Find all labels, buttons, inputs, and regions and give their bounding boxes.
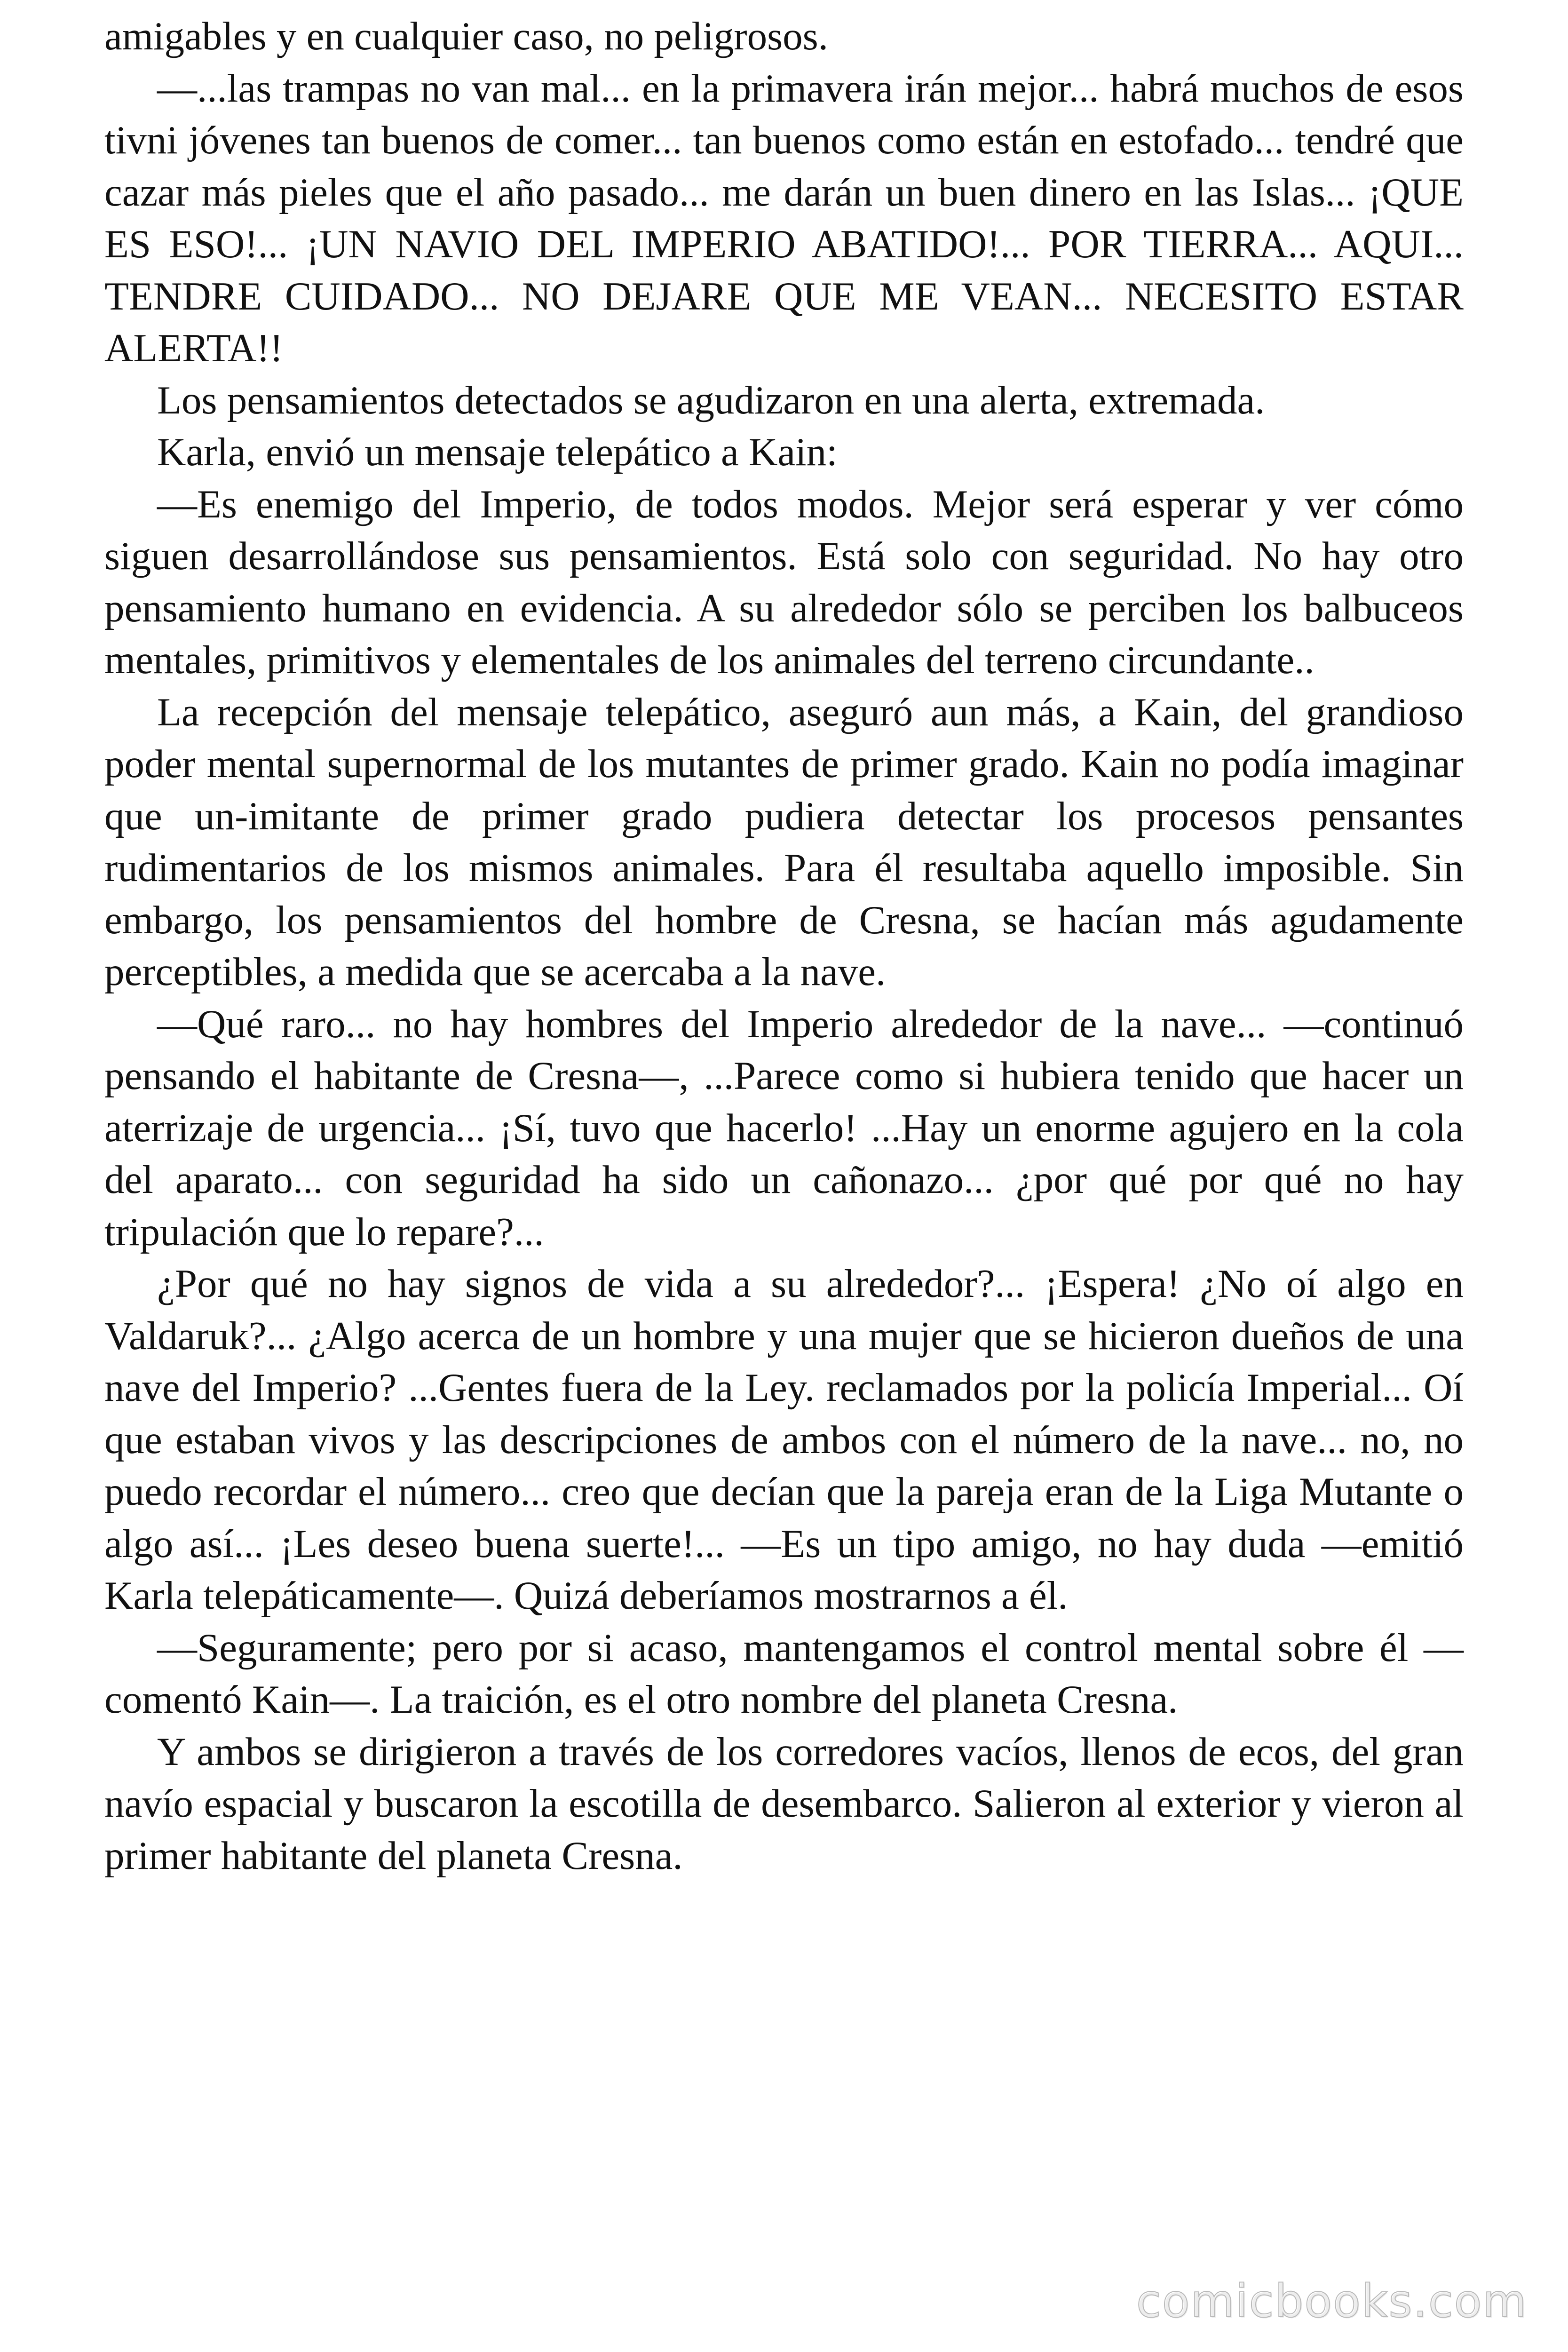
paragraph-9: —Seguramente; pero por si acaso, mantengamos el control mental sobre él —comentó Kain—. La traición, es el otro nombre del planeta Cresna.: [104, 1625, 1464, 1722]
watermark: comicbooks.com: [1136, 2275, 1528, 2328]
paragraph-10: Y ambos se dirigieron a través de los corredores vacíos, llenos de ecos, del gran navío espacial y buscaron la escotilla de desembarco. Salieron al exterior y vieron al primer habitante del planeta Cresna.: [104, 1729, 1464, 1878]
paragraph-4: Karla, envió un mensaje telepático a Kain:: [157, 430, 838, 474]
paragraph-6: La recepción del mensaje telepático, aseguró aun más, a Kain, del grandioso poder mental supernormal de los mutantes de primer grado. Kain no podía imaginar que un-imitante de primer grado pudiera detectar los procesos pensantes rudimentarios de los mismos animales. Para él resultaba aquello imposible. Sin embargo, los pensamientos del hombre de Cresna, se hacían más agudamente perceptibles, a medida que se acercaba a la nave.: [104, 690, 1464, 994]
paragraph-2: —...las trampas no van mal... en la primavera irán mejor... habrá muchos de esos tivni jóvenes tan buenos de comer... tan buenos como están en estofado... tendré que cazar más pieles que el año pasado... me darán un buen dinero en las Islas... ¡QUE ES ESO!... ¡UN NAVIO DEL IMPERIO ABATIDO!... POR TIERRA... AQUI... TENDRE CUIDADO... NO DEJARE QUE ME VEAN... NECESITO ESTAR ALERTA!!: [104, 66, 1464, 370]
paragraph-8: ¿Por qué no hay signos de vida a su alrededor?... ¡Espera! ¿No oí algo en Valdaruk?... ¿Algo acerca de un hombre y una mujer que se hicieron dueños de una nave del Imperio? ...Gentes fuera de la Ley. reclamados por la policía Imperial... Oí que estaban vivos y las descripciones de ambos con el número de la nave... no, no puedo recordar el número... creo que decían que la pareja eran de la Liga Mutante o algo así... ¡Les deseo buena suerte!... —Es un tipo amigo, no hay duda —emitió Karla telepáticamente—. Quizá deberíamos mostrarnos a él.: [104, 1262, 1464, 1618]
paragraph-7: —Qué raro... no hay hombres del Imperio alrededor de la nave... —continuó pensando el habitante de Cresna—, ...Parece como si hubiera tenido que hacer un aterrizaje de urgencia... ¡Sí, tuvo que hacerlo! ...Hay un enorme agujero en la cola del aparato... con seguridad ha sido un cañonazo... ¿por qué por qué no hay tripulación que lo repare?...: [104, 1001, 1464, 1254]
paragraph-3: Los pensamientos detectados se agudizaron en una alerta, extremada.: [157, 378, 1265, 422]
paragraph-5: —Es enemigo del Imperio, de todos modos. Mejor será esperar y ver cómo siguen desarrollándose sus pensamientos. Está solo con seguridad. No hay otro pensamiento humano en evidencia. A su alrededor sólo se perciben los balbuceos mentales, primitivos y elementales de los animales del terreno circundante..: [104, 482, 1464, 682]
paragraph-1: amigables y en cualquier caso, no peligrosos.: [104, 14, 829, 58]
body-text: [104, 10, 1464, 1882]
